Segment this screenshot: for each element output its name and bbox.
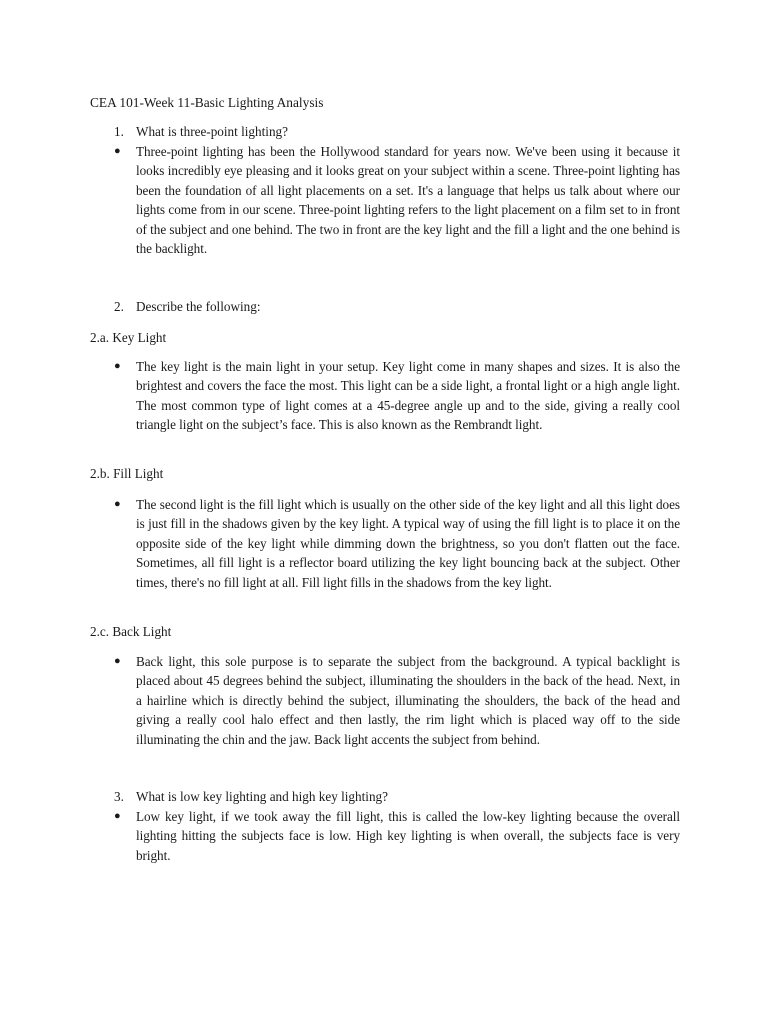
question-number: 3. [114, 789, 124, 804]
sub-heading-key-light: 2.a. Key Light [90, 330, 167, 345]
answer-3-text: Low key light, if we took away the fill light, this is called the low-key lighting because the overall lighting hitting the subjects face is low. High key lighting is when overall, the subjects face is very bright. [136, 809, 680, 863]
sub-heading-fill-light: 2.b. Fill Light [90, 466, 164, 481]
key-light-text: The key light is the main light in your setup. Key light come in many shapes and sizes. It is also the brightest and covers the face the most. This light can be a side light, a frontal light or a high angle light. The most common type of light comes at a 45-degree angle up and to the side, giving a really cool triangle light on the subject’s face. This is also known as the Rembrandt light. [136, 359, 680, 433]
back-light-bullet [114, 652, 680, 749]
key-light-bullet [114, 357, 680, 435]
document-title: CEA 101-Week 11-Basic Lighting Analysis [90, 95, 324, 110]
fill-light-text: The second light is the fill light which is usually on the other side of the key light and all this light does is just fill in the shadows given by the key light. A typical way of using the fill light is to place it on the opposite side of the key light while dimming down the brightness, so you don't flatten out the face. Sometimes, all fill light is a reflector board utilizing the key light bouncing back at the subject. Other times, there's no fill light at all. Fill light fills in the shadows from the key light. [136, 497, 680, 590]
bullet-dot-icon: ● [114, 145, 121, 157]
bullet-dot-icon: ● [114, 360, 121, 372]
answer-1-bullet [114, 142, 680, 258]
question-number: 1. [114, 124, 124, 139]
bullet-dot-icon: ● [114, 810, 121, 822]
question-1 [114, 122, 288, 141]
bullet-dot-icon: ● [114, 655, 121, 667]
question-3 [114, 787, 388, 806]
answer-1-text: Three-point lighting has been the Hollywood standard for years now. We've been using it because it looks incredibly eye pleasing and it looks great on your subject within a scene. Three-point lighting has been the foundation of all light placements on a set. It's a language that helps us talk about where our lights come from in our scene. Three-point lighting refers to the light placement on a film set to in front of the subject and one behind. The two in front are the key light and the fill a light and the one behind is the backlight. [136, 144, 680, 257]
fill-light-bullet [114, 495, 680, 592]
question-text: What is low key lighting and high key lighting? [136, 789, 388, 804]
question-text: Describe the following: [136, 299, 261, 314]
question-2 [114, 297, 261, 316]
sub-heading-back-light: 2.c. Back Light [90, 624, 172, 639]
answer-3-bullet [114, 807, 680, 865]
bullet-dot-icon: ● [114, 498, 121, 510]
question-number: 2. [114, 299, 124, 314]
question-text: What is three-point lighting? [136, 124, 288, 139]
back-light-text: Back light, this sole purpose is to separate the subject from the background. A typical backlight is placed about 45 degrees behind the subject, illuminating the shoulders in the back of the head. Next, in a hairline which is directly behind the subject, illuminating the shoulders, the back of the head and giving a really cool halo effect and then lastly, the rim light which is placed way off to the side illuminating the chin and the jaw. Back light accents the subject from behind. [136, 654, 680, 747]
